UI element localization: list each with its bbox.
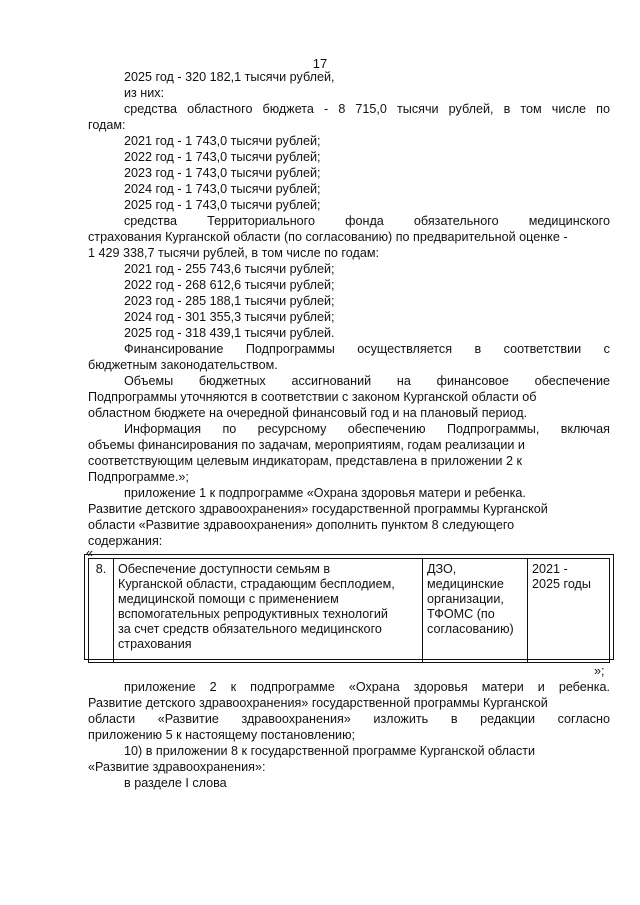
word: с — [603, 342, 610, 356]
word: ресурсному — [257, 422, 327, 436]
word: редакции — [480, 712, 535, 726]
cell-line: ДЗО, — [427, 562, 457, 576]
word: согласно — [557, 712, 610, 726]
word: Информация — [124, 422, 202, 436]
cell-line: медицинской помощи с применением — [118, 592, 339, 606]
word: Подпрограммы — [245, 342, 335, 356]
word: том — [520, 102, 542, 116]
word: матери — [481, 680, 524, 694]
word: фонда — [345, 214, 384, 228]
text-line-justified — [88, 712, 610, 727]
text-line: 2025 год - 318 439,1 тысячи рублей. — [124, 326, 335, 340]
text-line: соответствующим целевым индикаторам, представлена в приложении 2 к — [88, 454, 522, 468]
inserted-table-row — [88, 558, 610, 663]
word: финансовое — [436, 374, 509, 388]
row-number: 8. — [95, 562, 107, 576]
text-line: содержания: — [88, 534, 163, 548]
cell-line: медицинские — [427, 577, 504, 591]
text-line-justified — [124, 214, 610, 229]
text-line: 10) в приложении 8 к государственной программе Курганской области — [124, 744, 536, 758]
text-line: годам: — [88, 118, 126, 132]
word: к — [230, 680, 237, 694]
word: средства — [124, 214, 177, 228]
word: на — [396, 374, 411, 388]
text-line: 2022 год - 268 612,6 тысячи рублей; — [124, 278, 335, 292]
text-line: 2021 год - 1 743,0 тысячи рублей; — [124, 134, 321, 148]
text-line: области «Развитие здравоохранения» дополнить пунктом 8 следующего — [88, 518, 515, 532]
cell-line: 2021 - — [532, 562, 568, 576]
word: обязательного — [413, 214, 499, 228]
cell-line: организации, — [427, 592, 504, 606]
word: Объемы — [124, 374, 174, 388]
text-line: в разделе I слова — [124, 776, 227, 790]
word: - — [324, 102, 329, 116]
cell-line: ТФОМС (по — [427, 607, 495, 621]
word: средства — [124, 102, 177, 116]
word: и — [537, 680, 545, 694]
text-line: 2024 год - 1 743,0 тысячи рублей; — [124, 182, 321, 196]
word: 2 — [209, 680, 217, 694]
word: осуществляется — [357, 342, 453, 356]
word: соответствии — [503, 342, 582, 356]
word: изложить — [373, 712, 429, 726]
word: по — [596, 102, 610, 116]
text-line: Развитие детского здравоохранения» государственной программы Курганской — [88, 696, 548, 710]
word: здоровья — [413, 680, 468, 694]
cell-line: вспомогательных репродуктивных технологий — [118, 607, 388, 621]
text-line: Развитие детского здравоохранения» государственной программы Курганской — [88, 502, 548, 516]
word: числе — [551, 102, 587, 116]
text-line: 2025 год - 1 743,0 тысячи рублей; — [124, 198, 321, 212]
description-cell — [114, 559, 423, 663]
cell-line: согласованию) — [427, 622, 514, 636]
text-line: 2023 год - 1 743,0 тысячи рублей; — [124, 166, 321, 180]
text-line-justified — [124, 102, 610, 117]
word: «Развитие — [157, 712, 219, 726]
word: тысячи — [397, 102, 439, 116]
word: в — [503, 102, 511, 116]
text-line: 2025 год - 320 182,1 тысячи рублей, — [124, 70, 335, 84]
word: области — [88, 712, 136, 726]
word: по — [222, 422, 237, 436]
page-number: 17 — [312, 56, 328, 71]
text-line: бюджетным законодательством. — [88, 358, 278, 372]
open-quote: « — [86, 546, 94, 560]
text-line-justified — [124, 374, 610, 389]
word: в — [474, 342, 482, 356]
text-line: областном бюджете на очередной финансовый год и на плановый период. — [88, 406, 528, 420]
text-line: 2023 год - 285 188,1 тысячи рублей; — [124, 294, 335, 308]
text-line: 2021 год - 255 743,6 тысячи рублей; — [124, 262, 335, 276]
text-line: 2022 год - 1 743,0 тысячи рублей; — [124, 150, 321, 164]
word: ассигнований — [291, 374, 372, 388]
cell-line: Обеспечение доступности семьям в — [118, 562, 331, 576]
cell-line: Курганской области, страдающим бесплодием, — [118, 577, 395, 591]
text-line: из них: — [124, 86, 165, 100]
word: бюджета — [262, 102, 314, 116]
cell-line: 2025 годы — [532, 577, 591, 591]
word: областного — [187, 102, 253, 116]
word: рублей, — [448, 102, 494, 116]
text-line: приложение 1 к подпрограмме «Охрана здоровья матери и ребенка. — [124, 486, 526, 500]
table-row — [89, 559, 610, 663]
word: 715,0 — [355, 102, 387, 116]
text-line-justified — [124, 422, 610, 437]
word: здравоохранения» — [241, 712, 351, 726]
word: «Охрана — [348, 680, 400, 694]
text-line: приложению 5 к настоящему постановлению; — [88, 728, 356, 742]
text-line: 2024 год - 301 355,3 тысячи рублей; — [124, 310, 335, 324]
word: бюджетных — [198, 374, 266, 388]
word: Территориального — [207, 214, 316, 228]
row-number-cell — [89, 559, 114, 663]
text-line-justified — [124, 680, 610, 695]
word: обеспечению — [347, 422, 426, 436]
executor-cell — [423, 559, 528, 663]
text-line: «Развитие здравоохранения»: — [88, 760, 266, 774]
text-line: страхования Курганской области (по согласованию) по предварительной оценке - — [88, 230, 568, 244]
text-line: 1 429 338,7 тысячи рублей, в том числе по годам: — [88, 246, 379, 260]
close-quote: »; — [594, 664, 605, 678]
word: медицинского — [528, 214, 610, 228]
word: включая — [560, 422, 610, 436]
word: ребенка. — [558, 680, 610, 694]
text-line: Подпрограммы уточняются в соответствии с законом Курганской области об — [88, 390, 537, 404]
cell-line: страхования — [118, 637, 192, 651]
word: обеспечение — [534, 374, 610, 388]
word: подпрограмме — [250, 680, 335, 694]
text-line: объемы финансирования по задачам, мероприятиям, годам реализации и — [88, 438, 525, 452]
word: Финансирование — [124, 342, 224, 356]
text-line-justified — [124, 342, 610, 357]
word: в — [450, 712, 458, 726]
cell-line: за счет средств обязательного медицинского — [118, 622, 382, 636]
word: приложение — [124, 680, 196, 694]
word: Подпрограммы, — [446, 422, 540, 436]
period-cell — [528, 559, 610, 663]
word: 8 — [338, 102, 346, 116]
text-line: Подпрограмме.»; — [88, 470, 189, 484]
